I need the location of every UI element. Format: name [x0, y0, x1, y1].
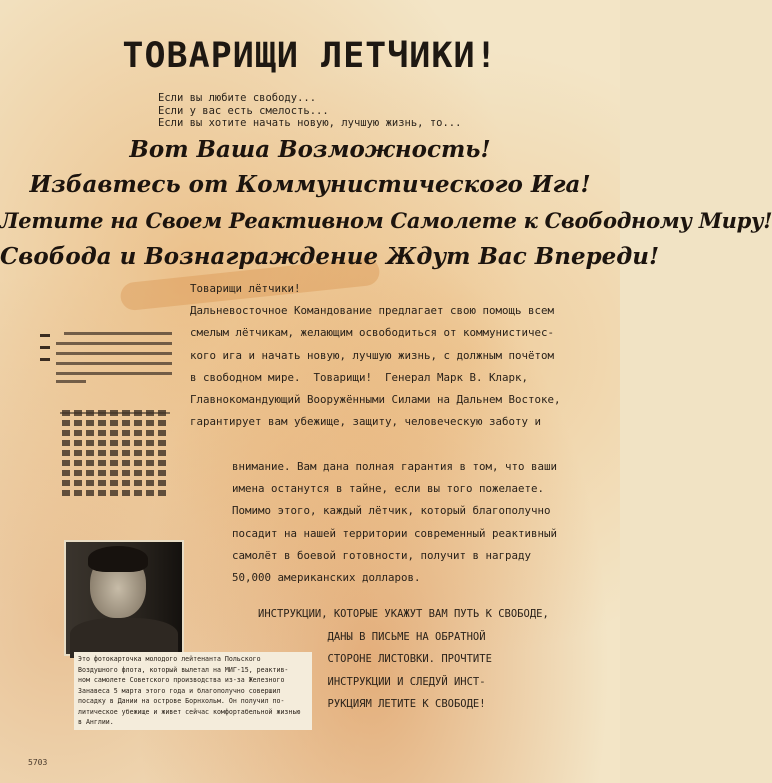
slogan-2: Избавтесь от Коммунистического Ига! [29, 171, 591, 198]
korean-text-block [36, 328, 176, 384]
slogan-4: Свобода и Вознаграждение Ждут Вас Впереди! [0, 243, 660, 270]
photo-caption: Это фотокарточка молодого лейтенанта Польского Воздушного флота, который вылетал на МИГ-15, реактив- ном самолете Советского производства из-за Железного Занавеса 5 марта этого года и благополучно совершил посадку в Дании на острове Борнхольм. Он получил по- литическое убежище и живет сейчас комфортабельной жизнью в Англии. [74, 652, 312, 730]
instructions-text: ИНСТРУКЦИИ, КОТОРЫЕ УКАЖУТ ВАМ ПУТЬ К СВОБОДЕ, ДАНЫ В ПИСЬМЕ НА ОБРАТНОЙ СТОРОНЕ ЛИСТОВКИ. ПРОЧТИТЕ ИНСТРУКЦИИ И СЛЕДУЙ ИНСТ- РУКЦИЯМ ЛЕТИТЕ К СВОБОДЕ! [258, 608, 549, 710]
leaflet-title: ТОВАРИЩИ ЛЕТЧИКИ! [122, 36, 498, 76]
pilot-photo [64, 540, 184, 656]
intro-line-1: Если вы любите свободу... [158, 92, 317, 104]
intro-line-3: Если вы хотите начать новую, лучшую жизнь, то... [158, 117, 462, 129]
slogan-1: Вот Ваша Возможность! [129, 136, 491, 163]
body-text-top: Товарищи лётчики! Дальневосточное Командование предлагает свою помощь всем смелым лётчикам, желающим освободиться от коммунистичес- кого ига и начать новую, лучшую жизнь, с должным почётом в свободном мире. Товарищи! Генерал Марк В. Кларк, Главнокомандующий Вооружёнными Силами на Дальнем Востоке, гарантирует вам убежище, защиту, человеческую заботу и [190, 282, 561, 429]
leaflet-code: 5703 [28, 758, 48, 767]
body-text-bottom: внимание. Вам дана полная гарантия в том, что ваши имена останутся в тайне, если вы того пожелаете. Помимо этого, каждый лётчик, который благополучно посадит на нашей территории современный реактивный самолёт в боевой готовности, получит в награду 50,000 американских долларов. [232, 460, 558, 585]
chinese-text-block [60, 410, 170, 500]
slogan-3: Летите на Своем Реактивном Самолете к Свободному Миру! [0, 208, 772, 233]
intro-text [158, 92, 461, 130]
intro-line-2: Если у вас есть смелость... [158, 104, 329, 117]
